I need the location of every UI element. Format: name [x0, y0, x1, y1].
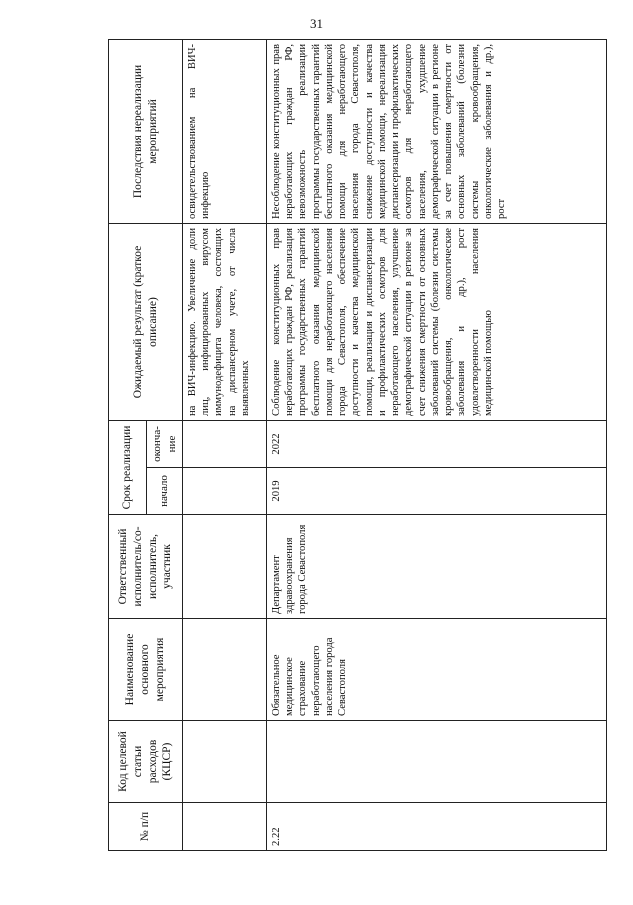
- cell-name: [183, 619, 267, 721]
- page-number: 31: [310, 16, 323, 31]
- header-kcsr: Код целевой статьи расходов (КЦСР): [109, 721, 183, 803]
- header-responsible: Ответственный исполнитель/со-исполнитель, участник: [109, 515, 183, 619]
- cell-num: [183, 803, 267, 851]
- header-term: Срок реализации: [109, 421, 147, 515]
- cell-start: [183, 468, 267, 515]
- header-result: Ожидаемый результат (краткое описание): [109, 224, 183, 421]
- cell-num: 2.22: [267, 803, 607, 851]
- cell-name: Обязательное медицинское страхование неработающего населения города Севастополя: [267, 619, 607, 721]
- program-table: [108, 39, 607, 851]
- header-row: [109, 40, 147, 851]
- cell-consequences: освидетельствованием на ВИЧ-инфекцию: [183, 40, 267, 224]
- cell-end: [183, 421, 267, 468]
- cell-responsible: [183, 515, 267, 619]
- header-num: № п/п: [109, 803, 183, 851]
- header-start: начало: [147, 468, 183, 515]
- cell-result: Соблюдение конституционных прав неработающих граждан РФ, реализация программы государственных гарантий бесплатного оказания медицинской помощи для неработающего населения города Севастополя, обеспечение доступности и качества медицинской помощи, реализация и диспансеризации и профилактических осмотров для неработающего населения, улучшение демографической ситуации в регионе за счет снижения смертности от основных заболеваний системы (болезни системы кровообращения, онкологические заболевания и др.), рост удовлетворенности населения медицинской помощью: [267, 224, 607, 421]
- header-end: оконча-ние: [147, 421, 183, 468]
- rotated-table-container: [108, 40, 607, 851]
- header-consequences: Последствия нереализации мероприятий: [109, 40, 183, 224]
- cell-kcsr: [267, 721, 607, 803]
- table-row: [267, 40, 607, 851]
- cell-start: 2019: [267, 468, 607, 515]
- cell-result: на ВИЧ-инфекцию. Увеличение доли лиц, инфицированных вирусом иммунодефицита человека, состоящих на диспансерном учете, от числа выявленных: [183, 224, 267, 421]
- cell-kcsr: [183, 721, 267, 803]
- cell-end: 2022: [267, 421, 607, 468]
- cell-responsible: Департамент здравоохранения города Севастополя: [267, 515, 607, 619]
- table-row-continuation: [183, 40, 267, 851]
- header-name: Наименование основного мероприятия: [109, 619, 183, 721]
- cell-consequences: Несоблюдение конституционных прав неработающих граждан РФ, невозможность реализации программы государственных гарантий бесплатного оказания медицинской помощи для неработающего населения города Севастополя, снижение доступности и качества медицинской помощи, нереализация диспансеризации и профилактических осмотров для неработающего населения, ухудшение демографической ситуации в регионе за счет повышения смертности от основных заболеваний (болезни системы кровообращения, онкологические заболевания и др.), рост: [267, 40, 607, 224]
